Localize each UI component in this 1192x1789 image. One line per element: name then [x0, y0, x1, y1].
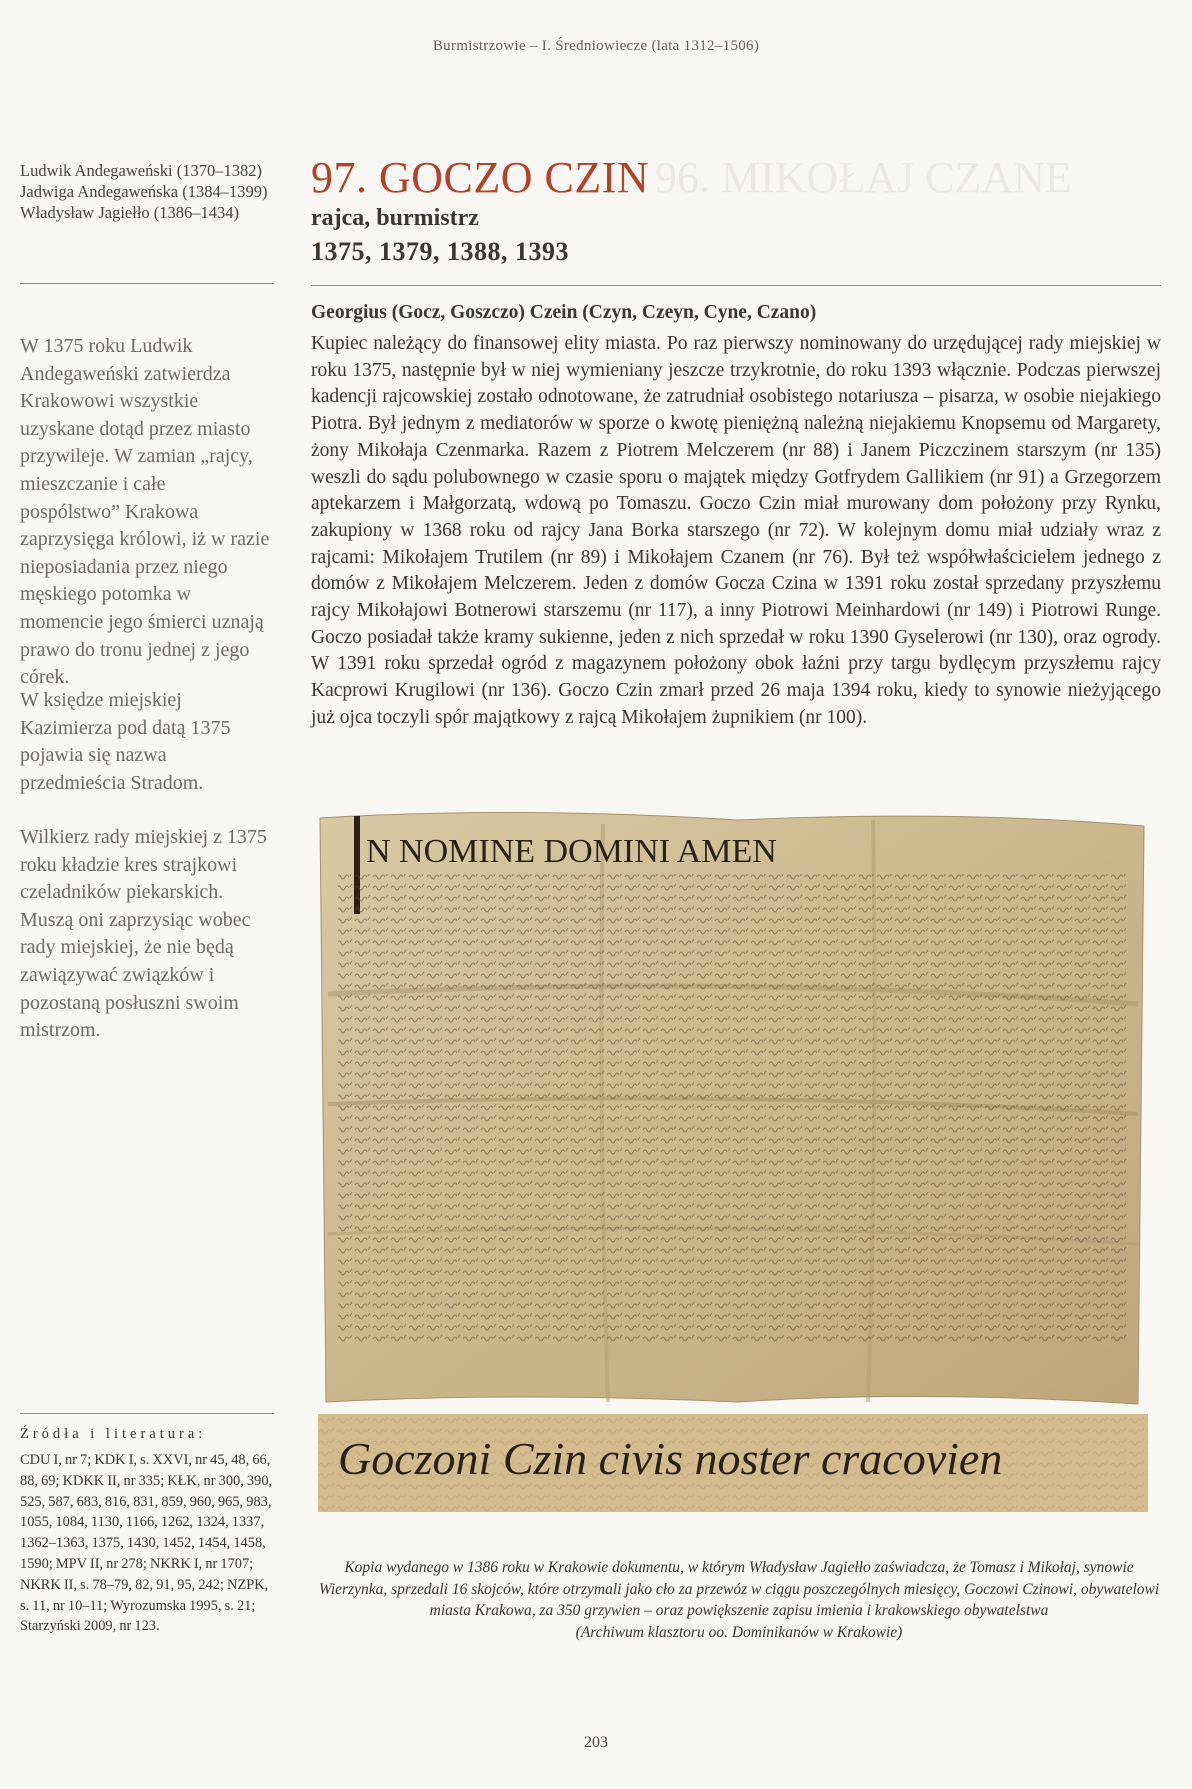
entry-body: Kupiec należący do finansowej elity miasta. Po raz pierwszy nominowany do urzędującej rady miejskiej w roku 1375, następnie był w niej wymieniany jeszcze trzykrotnie, do roku 1393 włącznie. Podczas pierwszej kadencji rajcowskiej zostało odnotowane, że zatrudniał osobistego notariusza – pisarza, w osobie niejakiego Piotra. Był jednym z mediatorów w sporze o kwotę pieniężną należną niejakiemu Knopsemu od Margarety, żony Mikołaja Czenmarka. Razem z Piotrem Melczerem (nr 88) i Janem Piczczinem starszym (nr 135) weszli do sądu polubownego w czasie sporu o majątek między Gotfrydem Gallikiem (nr 91) a Grzegorzem aptekarzem i Małgorzatą, wdową po Tomaszu. Goczo Czin miał murowany dom położony przy Rynku, zakupiony w 1368 roku od rajcy Jana Borka starszego (nr 72). W kolejnym domu miał udziały wraz z rajcami: Mikołajem Trutilem (nr 89) i Mikołajem Czanem (nr 76). Był też współwłaścicielem jednego z domów z Mikołajem Melczerem. Jeden z domów Gocza Czina w 1391 roku został sprzedany przyszłemu rajcy Mikołajowi Botnerowi starszemu (nr 117), a inny Piotrowi Meinhardowi (nr 149) i Piotrowi Runge. Goczo posiadał także kramy sukienne, jeden z nich sprzedał w roku 1390 Gyselerowi (nr 130), oraz ogrody. W 1391 roku sprzedał ogród z magazynem położony obok łaźni przy targu bydlęcym przyszłemu rajcy Kacprowi Krugilowi (nr 136). Goczo Czin zmarł przed 26 maja 1394 roku, kiedy to synowie nieżyjącego już ojca toczyli spór majątkowy z rajcą Mikołajem żupnikiem (nr 100). — [311, 333, 1161, 728]
entry-title: 97. GOCZO CZIN — [311, 153, 650, 202]
running-header: Burmistrzowie – I. Średniowiecze (lata 1312–1506) — [432, 38, 760, 54]
document-heading: N NOMINE DOMINI AMEN — [366, 833, 777, 870]
ruler-item: Ludwik Andegaweński (1370–1382) — [20, 161, 262, 180]
ruler-item: Władysław Jagiełło (1386–1434) — [20, 203, 240, 222]
caption-source: (Archiwum klasztoru oo. Dominikanów w Krakowie) — [575, 1623, 903, 1641]
signature-text: Goczoni Czin civis noster cracovien — [338, 1433, 1003, 1484]
side-note-privileges: W 1375 roku Ludwik Andegaweński zatwierdza Krakowowi wszystkie uzyskane dotąd przez miasto przywileje. W zamian „rajcy, mieszczanie i całe pospólstwo” Krakowa zaprzysięga królowi, iż w razie nieposiadania przez niego męskiego potomka w momencie jego śmierci uznają prawo do tronu jednej z jego córek. — [20, 335, 270, 689]
side-note-bakers-strike: Wilkierz rady miejskiej z 1375 roku kładzie kres strajkowi czeladników piekarskich. Muszą oni zaprzysiąc wobec rady miejskiej, że nie będą zawiązywać związków i pozostaną posłuszni swoim mistrzom. — [20, 826, 267, 1042]
name-variants: Georgius (Gocz, Goszczo) Czein (Czyn, Czeyn, Cyne, Czano) — [311, 302, 817, 323]
sources-divider — [20, 1413, 274, 1414]
sources-heading: Źródła i literatura: — [20, 1426, 207, 1442]
signature-detail-photo — [318, 1414, 1148, 1512]
page-number: 203 — [584, 1734, 608, 1751]
rulers-list — [20, 160, 274, 223]
image-caption — [318, 1557, 1160, 1643]
bleed-through-title: 96. MIKOŁAJ CZANE — [655, 153, 1072, 202]
side-note-stradom: W księdze miejskiej Kazimierza pod datą 1375 pojawia się nazwa przedmieścia Stradom. — [20, 689, 231, 794]
sources-text: CDU I, nr 7; KDK I, s. XXVI, nr 45, 48, 66, 88, 69; KDKK II, nr 335; KŁK, nr 300, 390, 525, 587, 683, 816, 831, 859, 960, 965, 983, 1055, 1084, 1130, 1166, 1262, 1324, 1337, 1362–1363, 1375, 1430, 1452, 1454, 1458, 1590; MPV II, nr 278; NKRK I, nr 1707; NKRK II, s. 78–79, 82, 91, 95, 242; NZPK, s. 11, nr 10–11; Wyrozumska 1995, s. 21; Starzyński 2009, nr 123. — [20, 1452, 273, 1635]
entry-years: 1375, 1379, 1388, 1393 — [311, 237, 569, 266]
ruler-item: Jadwiga Andegaweńska (1384–1399) — [20, 182, 268, 201]
entry-role: rajca, burmistrz — [311, 205, 479, 231]
caption-text: Kopia wydanego w 1386 roku w Krakowie dokumentu, w którym Władysław Jagiełło zaświadcza, że Tomasz i Mikołaj, synowie Wierzynka, sprzedali 16 skojców, które otrzymali jako cło za przewóz w ciągu poszczególnych miesięcy, Goczowi Czinowi, obywatelowi miasta Krakowa, za 350 grzywien – oraz powiększenie zapisu imienia i krakowskiego obywatelstwa — [318, 1559, 1160, 1619]
main-divider — [311, 285, 1161, 286]
parchment-document-photo — [318, 804, 1148, 1414]
left-divider — [20, 283, 274, 284]
